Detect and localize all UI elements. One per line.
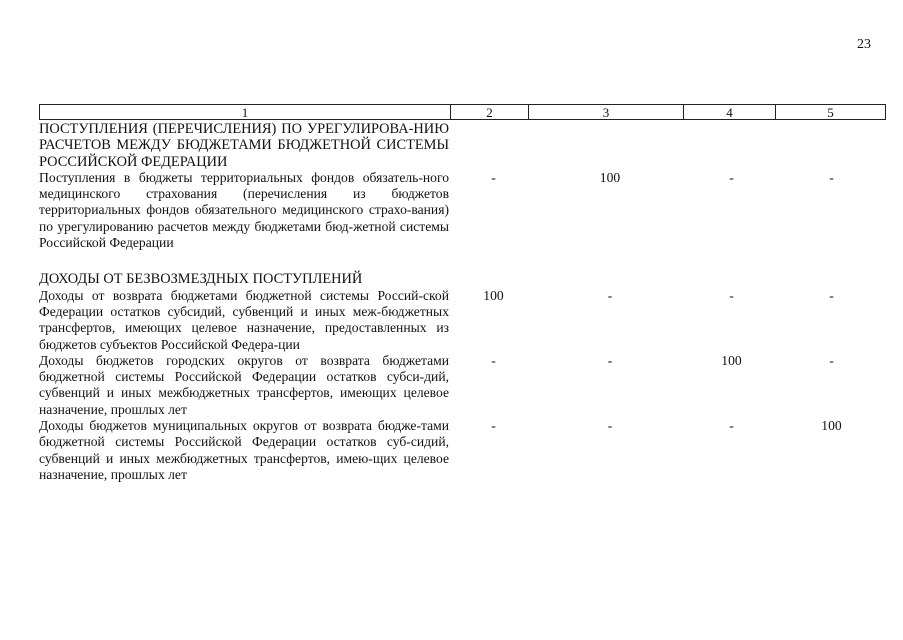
row-value-col3: - (607, 287, 613, 303)
row-value-col2: - (491, 169, 496, 185)
row-value-col4: - (729, 287, 734, 303)
column-number-header (39, 104, 886, 120)
row-value-col2: - (491, 418, 496, 434)
page-number: 23 (857, 37, 871, 52)
table-row (39, 418, 886, 483)
column-number-4: 4 (684, 105, 776, 120)
row-description: Поступления в бюджеты территориальных фондов обязатель-ного медицинского страхования (перечисления из бюджетов территориальных фондов обязательного медицинского страхо-вания) по урегулированию расчетов между бюджетами бюд-жетной системы Российской Федерации (39, 169, 449, 251)
row-description: Доходы бюджетов муниципальных округов от возврата бюдже-тами бюджетной системы Российской Федерации остатков суб-сидий, субвенций и иных межбюджетных трансфертов, имею-щих целевое назначение, прошлых лет (39, 418, 449, 482)
column-number-row (40, 105, 886, 120)
row-value-col4: - (729, 169, 734, 185)
column-number-1: 1 (40, 105, 451, 120)
row-value-col5: - (829, 169, 834, 185)
row-value-col3: - (607, 418, 613, 434)
column-number-2: 2 (451, 105, 529, 120)
row-value-col4: - (729, 418, 734, 434)
row-value-col5: 100 (821, 418, 842, 434)
table-row (39, 170, 886, 251)
row-description: Доходы бюджетов городских округов от возврата бюджетами бюджетной системы Российской Федерации остатков субси-дий, субвенций и иных межбюджетных трансфертов, имеющих целевое назначение, прошлых лет (39, 352, 449, 417)
row-value-col2: 100 (483, 287, 504, 303)
row-value-col5: - (829, 287, 834, 303)
table-body (39, 121, 886, 483)
row-description: Доходы от возврата бюджетами бюджетной системы Россий-ской Федерации остатков субсидий, субвенций и иных меж-бюджетных трансфертов, имеющих целевое назначение, предоставленных из бюджетов субъектов Российской Федера-ции (39, 287, 449, 352)
row-value-col4: 100 (721, 352, 742, 368)
row-value-col3: 100 (599, 169, 621, 185)
row-value-col2: - (491, 352, 496, 368)
row-value-col3: - (607, 352, 613, 368)
table-row (39, 353, 886, 418)
table-row (39, 288, 886, 353)
section-spacer (39, 251, 886, 271)
row-value-col5: - (829, 352, 834, 368)
column-number-5: 5 (776, 105, 886, 120)
column-number-3: 3 (529, 105, 684, 120)
section-heading-settlements: ПОСТУПЛЕНИЯ (ПЕРЕЧИСЛЕНИЯ) ПО УРЕГУЛИРОВА-НИЮ РАСЧЕТОВ МЕЖДУ БЮДЖЕТАМИ БЮДЖЕТНОЙ СИСТЕМЫ РОССИЙСКОЙ ФЕДЕРАЦИИ (39, 121, 449, 170)
section-heading-gratuitous-receipts: ДОХОДЫ ОТ БЕЗВОЗМЕЗДНЫХ ПОСТУПЛЕНИЙ (39, 271, 363, 288)
